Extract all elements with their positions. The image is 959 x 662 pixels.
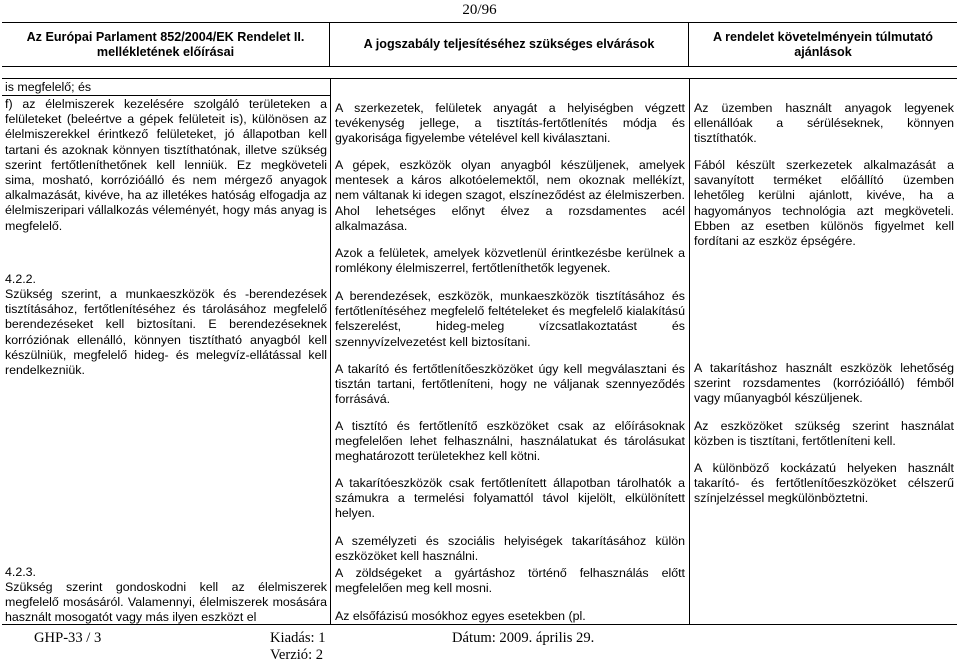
row1-text: is megfelelő; és [5, 80, 92, 94]
expectation-surfaces: Azok a felületek, amelyek közvetlenül érintkezésbe kerülnek a romlékony élelmiszerrel, fertőtleníthetők legyenek. [335, 246, 685, 276]
column-recommendations [690, 79, 957, 624]
recommendation-cleaning-during-use: Az eszközöket szükség szerint használat közben is tisztítani, fertőtleníteni kell. [694, 419, 954, 449]
expectation-machines: A gépek, eszközök olyan anyagból készüljenek, amelyek mentesek a káros alkotóelemektől, nem okoznak mellékízt, nem váltanak ki idegen szagot, elszíneződést az élelmiszerben. Ahol lehetséges előnyt élvez a rozsdamentes acél alkalmazása. [335, 158, 685, 233]
section-4-2-3-number: 4.2.3. [5, 565, 37, 579]
header-col-expectations: A jogszabály teljesítéséhez szükséges elvárások [329, 23, 688, 66]
header-col-regulation: Az Európai Parlament 852/2004/EK Rendelet II. mellékletének előírásai [26, 29, 305, 59]
footer-version: Verzió: 2 [270, 647, 324, 662]
expectation-vegetable-washing: A zöldségeket a gyártáshoz történő felhasználás előtt megfelelően meg kell mosni. [335, 566, 685, 596]
recommendation-wood: Fából készült szerkezetek alkalmazását a savanyított terméket előállító üzemben lehetőleg kerülni ajánlott, kivéve, ha a hagyományos technológia azt megköveteli. Ebben az esetben különös figyelmet kell fordítani az eszköz épségére. [694, 158, 954, 249]
expectation-cleaning-tools: A takarító és fertőtlenítőeszközöket úgy kell megválasztani és tisztán tartani, fertőtleníteni, hogy ne váljanak szennyeződés forrásává. [335, 362, 685, 407]
section-4-2-3-text: Szükség szerint gondoskodni kell az élelmiszerek megfelelő mosásáról. Valamennyi, élelmiszerek mosására használt mosogatót vagy más ilyen eszközt el [5, 580, 327, 624]
section-4-2-2-number: 4.2.2. [5, 272, 37, 286]
header-col-recommendations: A rendelet követelményein túlmutató ajánlások [688, 23, 957, 66]
footer-doc-id: GHP-33 / 3 [34, 630, 102, 646]
expectation-tool-storage: A takarítóeszközök csak fertőtlenített állapotban tárolhatók a számukra a termelési folyamattól távol kijelölt, elkülönített helyen. [335, 476, 685, 521]
expectation-cleaning-agents: A tisztító és fertőtlenítő eszközöket csak az előírásoknak megfelelően lehet felhasználni, használatukat és tárolásukat meghatározott területekhez kell kötni. [335, 419, 685, 464]
expectation-staff-rooms: A személyzeti és szociális helyiségek takarításához külön eszközöket kell használni. [335, 534, 685, 564]
footer-issue: Kiadás: 1 [270, 630, 326, 646]
page-footer [0, 628, 959, 662]
expectation-equipment-cleaning: A berendezések, eszközök, munkaeszközök tisztításához és fertőtlenítéséhez megfelelő feltételeket és megfelelő kialakítású felszerelést, hideg-meleg vízcsatlakoztatást és szennyvízelvezetést kell biztosítani. [335, 289, 685, 349]
expectation-first-phase-washers: Az elsőfázisú mosókhoz egyes esetekben (pl. [335, 609, 586, 623]
section-4-2-2-text: Szükség szerint, a munkaeszközök és -berendezések tisztításához, fertőtlenítéséhez és tárolásához megfelelő berendezéseket kell biztosítani. E berendezéseknek korróziónak ellenálló, könnyen tisztítható anyagból kell készülniük, megfelelő hideg- és melegvíz-ellátással kell rendelkezniük. [5, 287, 327, 378]
recommendation-color-coding: A különböző kockázatú helyeken használt takarító- és fertőtlenítőeszközöket célszerű színjelzéssel megkülönböztetni. [694, 461, 954, 506]
expectation-materials: A szerkezetek, felületek anyagát a helyiségben végzett tevékenység jellege, a tisztítás-fertőtlenítés módja és gyakorisága figyelembe vételével kell kiválasztani. [335, 101, 685, 146]
point-f: f) az élelmiszerek kezelésére szolgáló területeken a felületeket (beleértve a gépek felületeit is), különösen az élelmiszerekkel érintkező felületeket, jó állapotban kell tartani és azoknak könnyen tisztíthatónak, illetve szükség szerint fertőtleníthetőnek kell lenniük. Ez megköveteli sima, mosható, korrózióálló és nem mérgező anyagok alkalmazását, kivéve, ha az illetékes hatóság elfogadja az élelmiszeripari vállalkozás véleményét, hogy más anyag is megfelelő. [5, 97, 327, 233]
footer-date: Dátum: 2009. április 29. [452, 630, 595, 646]
column-expectations [331, 79, 690, 624]
requirements-table [2, 78, 957, 625]
recommendation-cleaning-tools: A takarításhoz használt eszközök lehetőség szerint rozsdamentes (korrózióálló) fémből vagy műanyagból készüljenek. [694, 361, 954, 406]
table-header [2, 22, 957, 67]
column-regulation [2, 79, 331, 624]
recommendation-materials: Az üzemben használt anyagok legyenek ellenállóak a sérüléseknek, könnyen tisztíthatók. [694, 101, 954, 146]
page-number: 20/96 [462, 2, 497, 18]
row-divider [2, 95, 331, 96]
